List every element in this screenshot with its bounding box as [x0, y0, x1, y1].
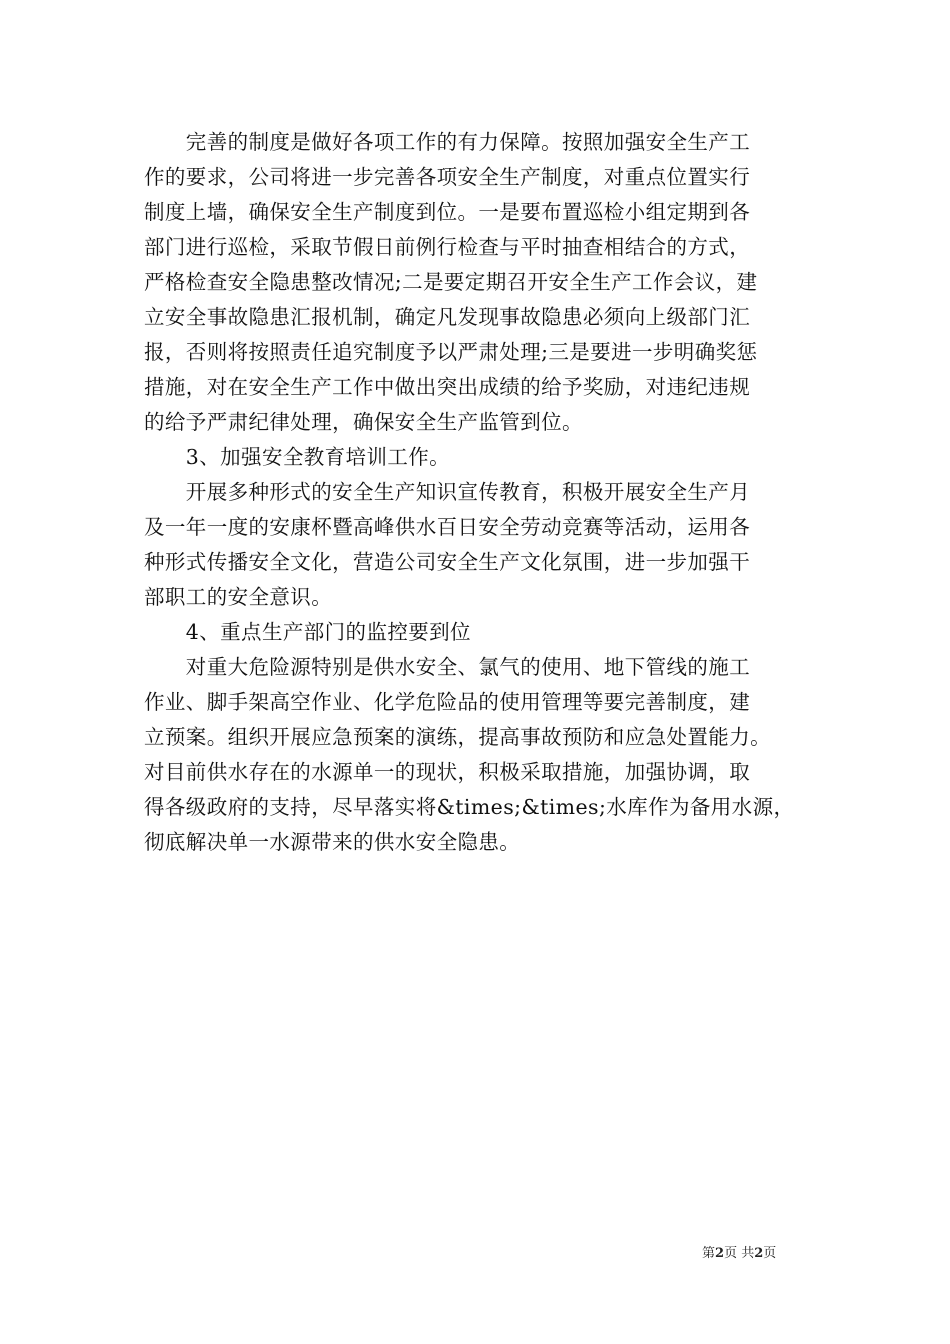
section-heading: 4、重点生产部门的监控要到位 — [144, 620, 471, 644]
page-footer — [702, 1245, 832, 1263]
body-text-line: 及一年一度的安康杯暨高峰供水百日安全劳动竞赛等活动，运用各 — [144, 515, 751, 539]
body-text-line: 对重大危险源特别是供水安全、氯气的使用、地下管线的施工 — [144, 655, 751, 679]
body-text-line: 报，否则将按照责任追究制度予以严肃处理;三是要进一步明确奖惩 — [144, 340, 758, 364]
body-text-line: 措施，对在安全生产工作中做出突出成绩的给予奖励，对违纪违规 — [144, 375, 751, 399]
body-text-line: 得各级政府的支持，尽早落实将&times;&times;水库作为备用水源， — [144, 795, 795, 819]
body-text-line: 作的要求，公司将进一步完善各项安全生产制度，对重点位置实行 — [144, 165, 751, 189]
body-text-line: 制度上墙，确保安全生产制度到位。一是要布置巡检小组定期到各 — [144, 200, 751, 224]
body-text-line: 的给予严肃纪律处理，确保安全生产监管到位。 — [144, 410, 583, 434]
body-text-line: 完善的制度是做好各项工作的有力保障。按照加强安全生产工 — [144, 130, 751, 154]
footer-prefix: 第 — [702, 1246, 716, 1261]
body-text-line: 部职工的安全意识。 — [144, 585, 333, 609]
body-text-line: 作业、脚手架高空作业、化学危险品的使用管理等要完善制度，建 — [144, 690, 751, 714]
footer-suffix: 页 — [763, 1246, 777, 1261]
footer-middle: 页 共 — [724, 1246, 755, 1261]
body-text-line: 开展多种形式的安全生产知识宣传教育，积极开展安全生产月 — [144, 480, 751, 504]
section-heading: 3、加强安全教育培训工作。 — [144, 445, 451, 469]
body-text-line: 部门进行巡检，采取节假日前例行检查与平时抽查相结合的方式， — [144, 235, 751, 259]
body-text-line: 立安全事故隐患汇报机制，确定凡发现事故隐患必须向上级部门汇 — [144, 305, 751, 329]
body-text-line: 对目前供水存在的水源单一的现状，积极采取措施，加强协调，取 — [144, 760, 751, 784]
body-text-line: 严格检查安全隐患整改情况;二是要定期召开安全生产工作会议，建 — [144, 270, 758, 294]
footer-total-pages: 2 — [754, 1246, 764, 1261]
body-text-line: 立预案。组织开展应急预案的演练，提高事故预防和应急处置能力。 — [144, 725, 771, 749]
footer-current-page: 2 — [715, 1246, 725, 1261]
body-text-line: 种形式传播安全文化，营造公司安全生产文化氛围，进一步加强干 — [144, 550, 751, 574]
body-text-line: 彻底解决单一水源带来的供水安全隐患。 — [144, 830, 521, 854]
